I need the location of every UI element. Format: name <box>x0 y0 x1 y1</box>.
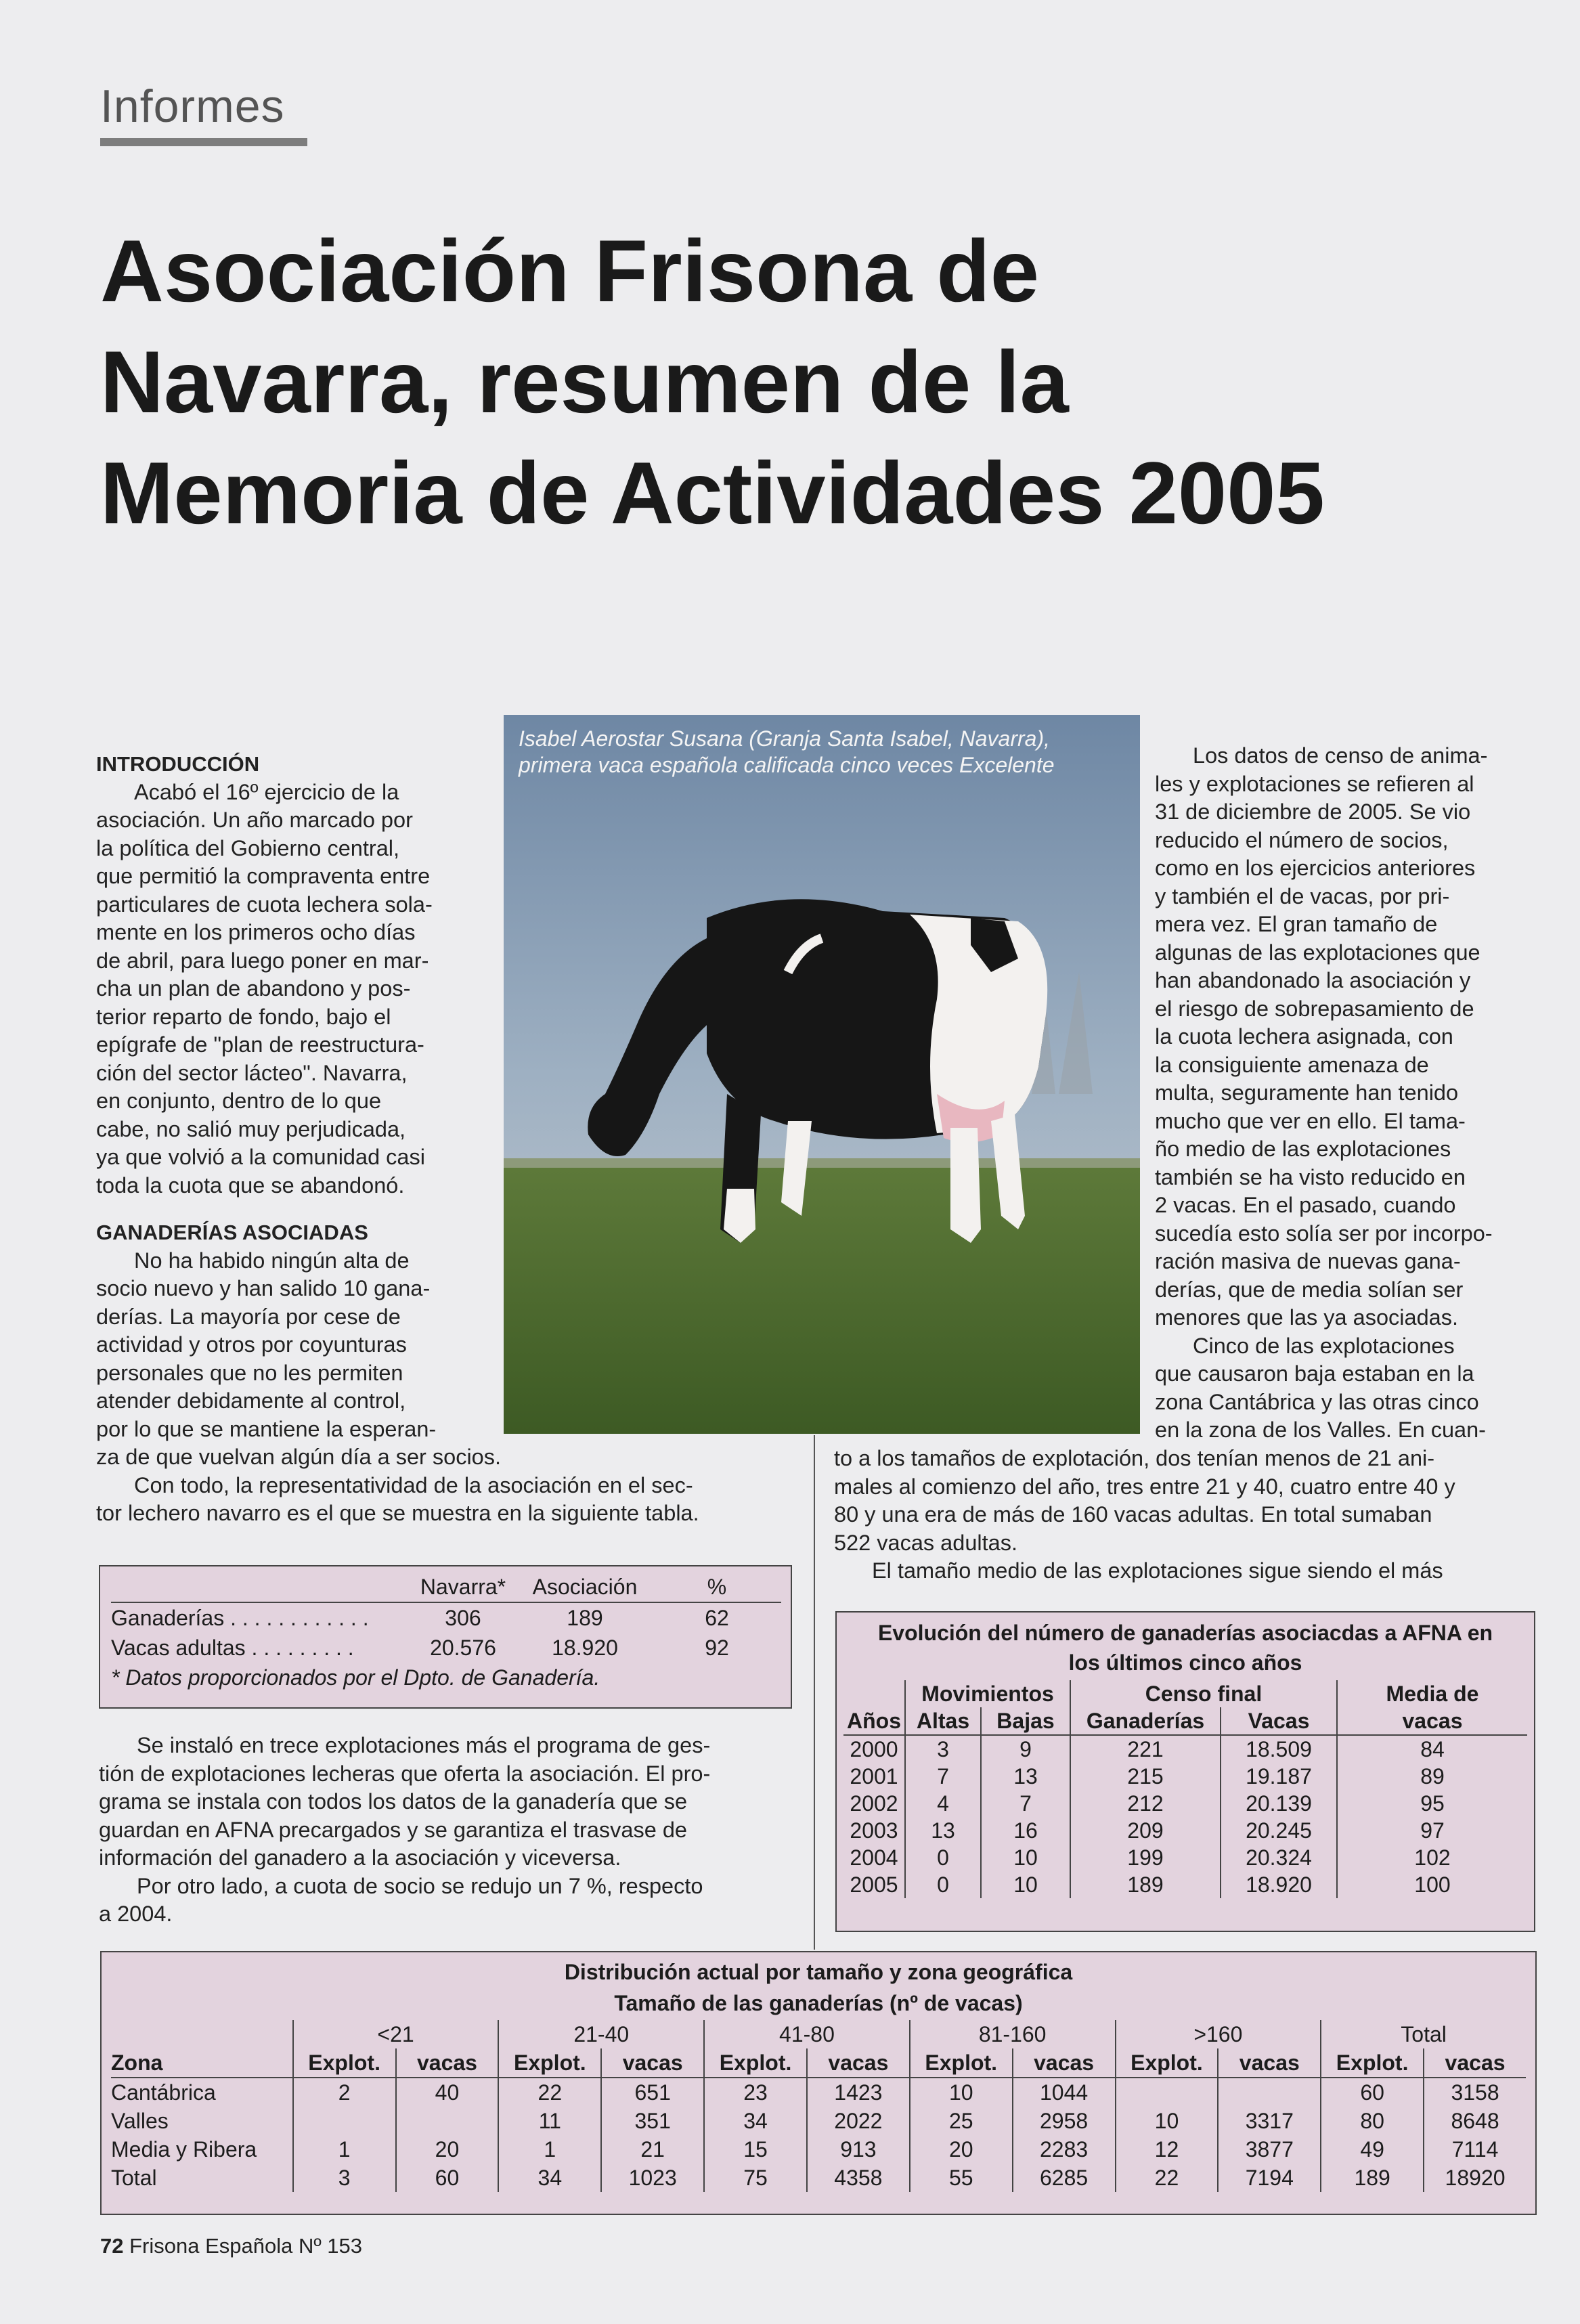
text-line: cha un plan de abandono y pos- <box>96 976 411 1001</box>
cell: 20.576 <box>430 1635 496 1660</box>
cell: 2001 <box>850 1764 898 1789</box>
col-ganaderias: Ganaderías <box>1070 1707 1221 1735</box>
group-censo: Censo final <box>1070 1680 1337 1707</box>
evolucion-title <box>837 1618 1534 1678</box>
distribucion-table <box>100 1951 1537 2215</box>
representatividad-table <box>99 1565 792 1709</box>
table-row <box>111 1633 781 1663</box>
distribucion-title: Distribución actual por tamaño y zona geográfica <box>564 1960 1073 1984</box>
text-line: ya que volvió a la comunidad casi <box>96 1145 425 1169</box>
sub-vacas: vacas <box>1013 2048 1116 2078</box>
table-row <box>111 2135 1526 2164</box>
text-line: ño medio de las explotaciones <box>1155 1137 1451 1161</box>
cell: 7 <box>981 1790 1070 1817</box>
text-line: les y explotaciones se refieren al <box>1155 771 1474 796</box>
text-line: grama se instala con todos los datos de la ganadería que se <box>99 1789 688 1814</box>
cell: 20 <box>396 2135 499 2164</box>
cell: 215 <box>1070 1763 1221 1790</box>
sub-explot: Explot. <box>293 2048 396 2078</box>
cell: 351 <box>601 2107 704 2135</box>
table-note: * Datos proporcionados por el Dpto. de Ganadería. <box>111 1665 600 1690</box>
representatividad-text <box>96 1472 787 1528</box>
col-altas: Altas <box>905 1707 981 1735</box>
cell: 3 <box>293 2164 396 2192</box>
cell: 3 <box>905 1735 981 1763</box>
text-line: 522 vacas adultas. <box>834 1530 1018 1555</box>
cell: 2022 <box>807 2107 910 2135</box>
cell: 4358 <box>807 2164 910 2192</box>
text-line: 80 y una era de más de 160 vacas adultas. En total sumaban <box>834 1502 1432 1527</box>
cell <box>1116 2078 1219 2107</box>
text-line: ración masiva de nuevas gana- <box>1155 1249 1461 1273</box>
intro-section <box>96 750 699 1528</box>
right-column-text <box>1155 742 1534 1445</box>
text-line: males al comienzo del año, tres entre 21 y 40, cuatro entre 40 y <box>834 1474 1455 1499</box>
sub-explot: Explot. <box>1321 2048 1424 2078</box>
cell: 189 <box>1321 2164 1424 2192</box>
cell: 221 <box>1070 1735 1221 1763</box>
cow-photo <box>504 715 1140 1434</box>
cell: 49 <box>1321 2135 1424 2164</box>
table-row <box>111 1602 781 1633</box>
cell: 0 <box>905 1871 981 1898</box>
page-footer <box>100 2234 362 2258</box>
text-line: ción del sector lácteo". Navarra, <box>96 1060 408 1085</box>
text-line: Cinco de las explotaciones <box>1193 1333 1455 1358</box>
right-wide-text <box>834 1445 1538 1585</box>
text-line: socio nuevo y han salido 10 gana- <box>96 1276 431 1300</box>
cell: 97 <box>1337 1817 1527 1844</box>
col-media-vacas: vacas <box>1337 1707 1527 1735</box>
text-line: zona Cantábrica y las otras cinco <box>1155 1389 1479 1414</box>
cell: 8648 <box>1424 2107 1526 2135</box>
sub-explot: Explot. <box>1116 2048 1219 2078</box>
text-line: información del ganadero a la asociación y viceversa. <box>99 1845 621 1870</box>
title-line-3: Memoria de Actividades 2005 <box>100 443 1325 542</box>
table-row <box>111 2164 1526 2192</box>
cell: 10 <box>981 1871 1070 1898</box>
col-anos: Años <box>847 1709 901 1733</box>
zone-label: Total <box>111 2166 157 2190</box>
text-line: y también el de vacas, por pri- <box>1155 883 1450 908</box>
text-line: epígrafe de "plan de reestructura- <box>96 1032 424 1057</box>
cell: 4 <box>905 1790 981 1817</box>
table-row <box>843 1817 1527 1844</box>
cell: 11 <box>498 2107 601 2135</box>
col-bajas: Bajas <box>981 1707 1070 1735</box>
text-line: la cuota lechera asignada, con <box>1155 1024 1453 1049</box>
cell: 19.187 <box>1221 1763 1337 1790</box>
text-line: toda la cuota que se abandonó. <box>96 1172 405 1198</box>
cell: 7194 <box>1218 2164 1321 2192</box>
cell: 40 <box>396 2078 499 2107</box>
cell: 189 <box>567 1605 603 1630</box>
text-line: to a los tamaños de explotación, dos tenían menos de 21 ani- <box>834 1446 1435 1470</box>
intro-text <box>96 779 489 1200</box>
text-line: tor lechero navarro es el que se muestra en la siguiente tabla. <box>96 1501 699 1525</box>
cell: 1 <box>498 2135 601 2164</box>
sub-explot: Explot. <box>498 2048 601 2078</box>
cell: 651 <box>601 2078 704 2107</box>
row-label: Ganaderías . . . . . . . . . . . . <box>111 1605 369 1630</box>
cell: 62 <box>705 1605 729 1630</box>
text-line: la política del Gobierno central, <box>96 835 400 860</box>
cow-illustration <box>504 715 1140 1434</box>
cell: 1 <box>293 2135 396 2164</box>
cell <box>1218 2078 1321 2107</box>
cell: 1423 <box>807 2078 910 2107</box>
cell: 18920 <box>1424 2164 1526 2192</box>
cell: 2 <box>293 2078 396 2107</box>
table-row <box>843 1790 1527 1817</box>
cell: 2005 <box>850 1872 898 1897</box>
magazine-name: Frisona Española <box>129 2234 293 2258</box>
cell: 189 <box>1070 1871 1221 1898</box>
text-line: mera vez. El gran tamaño de <box>1155 912 1438 936</box>
cell: 84 <box>1337 1735 1527 1763</box>
group-81-160: 81-160 <box>910 2020 1116 2048</box>
cell: 7 <box>905 1763 981 1790</box>
cell: 12 <box>1116 2135 1219 2164</box>
cell: 18.509 <box>1221 1735 1337 1763</box>
text-line: particulares de cuota lechera sola- <box>96 892 433 917</box>
row-label: Vacas adultas . . . . . . . . . <box>111 1635 354 1660</box>
text-line: algunas de las explotaciones que <box>1155 940 1480 965</box>
ganaderias-heading: GANADERÍAS ASOCIADAS <box>96 1221 368 1244</box>
text-line: Se instaló en trece explotaciones más el programa de ges- <box>137 1733 711 1757</box>
cell: 2958 <box>1013 2107 1116 2135</box>
text-line: asociación. Un año marcado por <box>96 808 413 832</box>
issue-number: Nº 153 <box>298 2234 363 2258</box>
cell: 2000 <box>850 1737 898 1761</box>
col-header-asociacion: Asociación <box>532 1574 638 1599</box>
cell: 9 <box>981 1735 1070 1763</box>
group-gt160: >160 <box>1116 2020 1321 2048</box>
text-line: han abandonado la asociación y <box>1155 968 1471 992</box>
col-header-pct: % <box>707 1574 727 1599</box>
col-zona: Zona <box>111 2051 163 2075</box>
text-line: la consiguiente amenaza de <box>1155 1052 1429 1077</box>
sub-vacas: vacas <box>807 2048 910 2078</box>
table-row <box>843 1763 1527 1790</box>
cell: 18.920 <box>552 1635 618 1660</box>
section-underline <box>100 138 307 146</box>
zone-label: Cantábrica <box>111 2080 216 2105</box>
group-media: Media de <box>1337 1680 1527 1707</box>
cell: 3877 <box>1218 2135 1321 2164</box>
cell: 7114 <box>1424 2135 1526 2164</box>
distribucion-subtitle: Tamaño de las ganaderías (nº de vacas) <box>614 1991 1023 2015</box>
sub-vacas: vacas <box>1424 2048 1526 2078</box>
cell <box>293 2107 396 2135</box>
cell: 199 <box>1070 1844 1221 1871</box>
cell: 13 <box>905 1817 981 1844</box>
sub-vacas: vacas <box>601 2048 704 2078</box>
table-row <box>111 2078 1526 2107</box>
group-lt21: <21 <box>293 2020 499 2048</box>
cell: 10 <box>981 1844 1070 1871</box>
text-line: za de que vuelvan algún día a ser socios. <box>96 1445 502 1469</box>
sub-explot: Explot. <box>704 2048 807 2078</box>
cell: 102 <box>1337 1844 1527 1871</box>
cell: 2283 <box>1013 2135 1116 2164</box>
text-line: cabe, no salió muy perjudicada, <box>96 1116 406 1141</box>
text-line: 31 de diciembre de 2005. Se vio <box>1155 799 1471 824</box>
cell: 0 <box>905 1844 981 1871</box>
cell: 25 <box>910 2107 1013 2135</box>
text-line: multa, seguramente han tenido <box>1155 1080 1459 1105</box>
text-line: en la zona de los Valles. En cuan- <box>1155 1418 1487 1442</box>
col-header-navarra: Navarra* <box>420 1574 506 1599</box>
cell: 209 <box>1070 1817 1221 1844</box>
group-21-40: 21-40 <box>498 2020 704 2048</box>
cell: 75 <box>704 2164 807 2192</box>
text-line: que permitió la compraventa entre <box>96 864 431 888</box>
cell: 100 <box>1337 1871 1527 1898</box>
cell: 95 <box>1337 1790 1527 1817</box>
text-line: menores que las ya asociadas. <box>1155 1305 1459 1330</box>
cell: 1044 <box>1013 2078 1116 2107</box>
photo-caption: Isabel Aerostar Susana (Granja Santa Isabel, Navarra), primera vaca española calificada cinco veces Excelente <box>519 726 1055 777</box>
group-total: Total <box>1321 2020 1526 2048</box>
cell: 10 <box>1116 2107 1219 2135</box>
text-line: también se ha visto reducido en <box>1155 1164 1466 1189</box>
cell: 92 <box>705 1635 729 1660</box>
column-divider <box>814 1435 815 1950</box>
cell: 34 <box>498 2164 601 2192</box>
text-line: atender debidamente al control, <box>96 1388 406 1413</box>
table-row <box>111 2107 1526 2135</box>
cell: 34 <box>704 2107 807 2135</box>
group-41-80: 41-80 <box>704 2020 910 2048</box>
text-line: actividad y otros por coyunturas <box>96 1332 407 1357</box>
cell: 10 <box>910 2078 1013 2107</box>
cell: 1023 <box>601 2164 704 2192</box>
text-line: 2 vacas. En el pasado, cuando <box>1155 1193 1456 1217</box>
text-line: de abril, para luego poner en mar- <box>96 948 429 973</box>
cell: 22 <box>1116 2164 1219 2192</box>
cell: 913 <box>807 2135 910 2164</box>
cell <box>396 2107 499 2135</box>
cell: 21 <box>601 2135 704 2164</box>
evolucion-table <box>835 1611 1535 1932</box>
text-line: como en los ejercicios anteriores <box>1155 856 1476 880</box>
cell: 2004 <box>850 1845 898 1870</box>
cell: 20 <box>910 2135 1013 2164</box>
cell: 55 <box>910 2164 1013 2192</box>
article-title <box>100 215 1522 548</box>
cell: 20.324 <box>1221 1844 1337 1871</box>
cell: 80 <box>1321 2107 1424 2135</box>
page-number: 72 <box>100 2234 124 2258</box>
cell: 20.139 <box>1221 1790 1337 1817</box>
text-line: personales que no les permiten <box>96 1360 403 1385</box>
cell: 13 <box>981 1763 1070 1790</box>
zone-label: Valles <box>111 2109 169 2133</box>
sub-vacas: vacas <box>1218 2048 1321 2078</box>
text-line: el riesgo de sobrepasamiento de <box>1155 996 1474 1021</box>
col-vacas: Vacas <box>1221 1707 1337 1735</box>
cell: 20.245 <box>1221 1817 1337 1844</box>
cell: 60 <box>396 2164 499 2192</box>
title-line-1: Asociación Frisona de <box>100 221 1040 320</box>
cell: 16 <box>981 1817 1070 1844</box>
cell: 89 <box>1337 1763 1527 1790</box>
intro-heading: INTRODUCCIÓN <box>96 752 260 776</box>
text-line: que causaron baja estaban en la <box>1155 1361 1474 1386</box>
text-line: derías, que de media solían ser <box>1155 1277 1464 1302</box>
ganaderias-text <box>96 1247 502 1472</box>
text-line: Por otro lado, a cuota de socio se redujo un 7 %, respecto <box>137 1873 703 1898</box>
sub-vacas: vacas <box>396 2048 499 2078</box>
text-line: Con todo, la representatividad de la asociación en el sec- <box>134 1472 693 1497</box>
table-row <box>843 1844 1527 1871</box>
title-line: los últimos cinco años <box>1068 1650 1302 1675</box>
table-row <box>843 1871 1527 1898</box>
text-line: por lo que se mantiene la esperan- <box>96 1416 437 1441</box>
cell: 60 <box>1321 2078 1424 2107</box>
cell: 6285 <box>1013 2164 1116 2192</box>
cell: 18.920 <box>1221 1871 1337 1898</box>
text-line: Los datos de censo de anima- <box>1193 743 1488 768</box>
title-line-2: Navarra, resumen de la <box>100 332 1069 431</box>
group-movimientos: Movimientos <box>905 1680 1070 1707</box>
text-line: El tamaño medio de las explotaciones sigue siendo el más <box>872 1558 1443 1583</box>
cell: 3317 <box>1218 2107 1321 2135</box>
text-line: guardan en AFNA precargados y se garantiza el trasvase de <box>99 1817 687 1842</box>
cell: 22 <box>498 2078 601 2107</box>
table-row <box>843 1735 1527 1763</box>
cell: 3158 <box>1424 2078 1526 2107</box>
text-line: en conjunto, dentro de lo que <box>96 1089 382 1113</box>
text-line: mente en los primeros ocho días <box>96 920 416 944</box>
text-line: reducido el número de socios, <box>1155 827 1449 852</box>
cell: 23 <box>704 2078 807 2107</box>
section-label: Informes <box>100 81 285 132</box>
zone-label: Media y Ribera <box>111 2137 257 2162</box>
cell: 306 <box>445 1605 481 1630</box>
lower-left-text <box>99 1732 796 1929</box>
text-line: Acabó el 16º ejercicio de la <box>134 779 399 804</box>
sub-explot: Explot. <box>910 2048 1013 2078</box>
title-line: Evolución del número de ganaderías asociacdas a AFNA en <box>877 1621 1493 1645</box>
text-line: No ha habido ningún alta de <box>134 1248 410 1273</box>
text-line: a 2004. <box>99 1902 173 1926</box>
text-line: derías. La mayoría por cese de <box>96 1304 401 1329</box>
text-line: mucho que ver en ello. El tama- <box>1155 1108 1466 1133</box>
cell: 2003 <box>850 1818 898 1843</box>
text-line: tión de explotaciones lecheras que oferta la asociación. El pro- <box>99 1761 711 1786</box>
text-line: sucedía esto solía ser por incorpo- <box>1155 1221 1493 1246</box>
cell: 2002 <box>850 1791 898 1816</box>
text-line: terior reparto de fondo, bajo el <box>96 1004 391 1029</box>
cell: 212 <box>1070 1790 1221 1817</box>
cell: 15 <box>704 2135 807 2164</box>
